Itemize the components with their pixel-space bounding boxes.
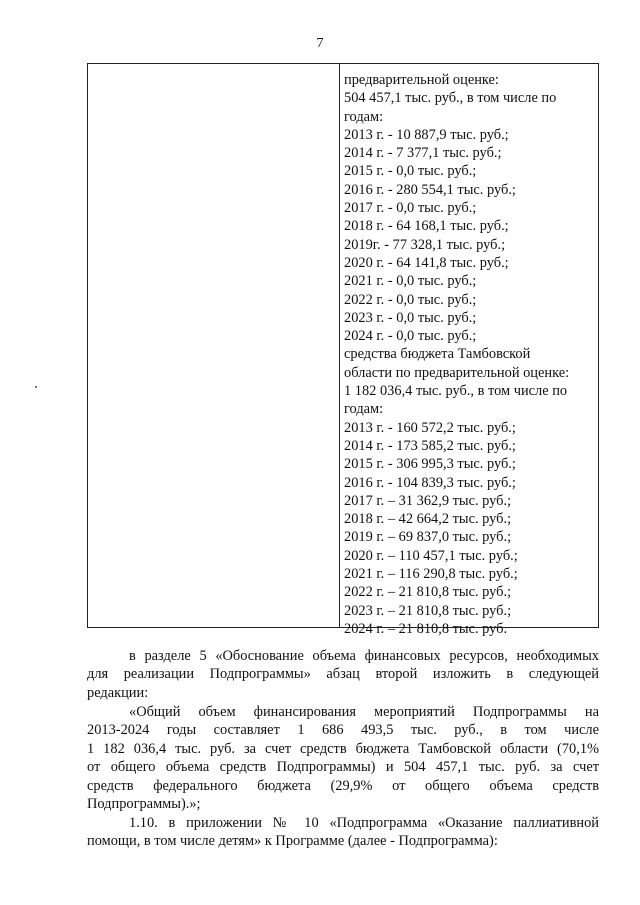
funding-table	[87, 63, 599, 637]
table-line: 504 457,1 тыс. руб., в том числе по	[344, 90, 557, 107]
paragraph-1-10	[87, 814, 599, 851]
table-line: 2017 г. – 31 362,9 тыс. руб.;	[344, 492, 512, 509]
table-line: 2020 г. – 110 457,1 тыс. руб.;	[344, 547, 518, 564]
table-line: 2022 г. - 0,0 тыс. руб.;	[344, 291, 477, 308]
table-line: 2018 г. – 42 664,2 тыс. руб.;	[344, 511, 512, 528]
table-line: предварительной оценке:	[344, 72, 499, 88]
paragraph-section-5	[87, 647, 599, 702]
table-line: 2019 г. – 69 837,0 тыс. руб.;	[344, 529, 512, 546]
table-line: 2024 г. - 0,0 тыс. руб.;	[344, 328, 477, 345]
table-line: области по предварительной оценке:	[344, 364, 570, 381]
table-right-cell	[344, 71, 600, 638]
table-line: 2016 г. - 104 839,3 тыс. руб.;	[344, 474, 516, 491]
paragraph-line: 2013-2024 годы составляет 1 686 493,5 тыс. руб., в том числе	[87, 722, 599, 739]
paragraph-line: редакции:	[87, 684, 149, 701]
page-number: 7	[316, 36, 324, 51]
paragraph-line: помощи, в том числе детям» к Программе (далее - Подпрограмма):	[87, 833, 498, 850]
table-line: 2019г. - 77 328,1 тыс. руб.;	[344, 236, 506, 253]
table-line: 2018 г. - 64 168,1 тыс. руб.;	[344, 218, 509, 235]
table-line: 2021 г. - 0,0 тыс. руб.;	[344, 273, 477, 290]
paragraph-quoted-amendment	[87, 703, 599, 813]
stray-mark	[35, 386, 37, 388]
table-line: 1 182 036,4 тыс. руб., в том числе по	[344, 383, 568, 400]
table-line: 2016 г. - 280 554,1 тыс. руб.;	[344, 181, 516, 198]
paragraph-line: 1 182 036,4 тыс. руб. за счет средств бюджета Тамбовской области (70,1%	[87, 740, 599, 757]
table-line: 2020 г. - 64 141,8 тыс. руб.;	[344, 254, 509, 271]
table-line: 2022 г. – 21 810,8 тыс. руб.;	[344, 584, 512, 601]
paragraph-line: для реализации Подпрограммы» абзац второй изложить в следующей	[87, 666, 599, 683]
paragraph-line: «Общий объем финансирования мероприятий Подпрограммы на	[129, 704, 599, 720]
paragraph-line: в разделе 5 «Обоснование объема финансовых ресурсов, необходимых	[129, 648, 599, 664]
table-line: годам:	[344, 401, 384, 418]
paragraph-line: Подпрограммы).»;	[87, 795, 201, 812]
table-line: средства бюджета Тамбовской	[344, 346, 531, 363]
table-line: 2017 г. - 0,0 тыс. руб.;	[344, 200, 477, 217]
table-line: 2013 г. - 160 572,2 тыс. руб.;	[344, 419, 516, 436]
paragraph-line: средств федерального бюджета (29,9% от общего объема средств	[87, 777, 599, 794]
table-line: 2023 г. – 21 810,8 тыс. руб.;	[344, 602, 512, 619]
paragraph-line: 1.10. в приложении № 10 «Подпрограмма «Оказание паллиативной	[129, 815, 599, 831]
paragraph-line: от общего объема средств Подпрограммы) и 504 457,1 тыс. руб. за счет	[87, 759, 599, 776]
table-line: 2014 г. - 7 377,1 тыс. руб.;	[344, 145, 502, 162]
table-line: 2021 г. – 116 290,8 тыс. руб.;	[344, 566, 518, 583]
table-line: 2015 г. - 306 995,3 тыс. руб.;	[344, 456, 516, 473]
table-line: 2015 г. - 0,0 тыс. руб.;	[344, 163, 477, 180]
table-line: 2024 г. – 21 810,8 тыс. руб.	[344, 620, 508, 637]
table-line: 2014 г. - 173 585,2 тыс. руб.;	[344, 437, 516, 454]
table-line: годам:	[344, 108, 384, 125]
column-divider	[339, 64, 340, 627]
table-line: 2023 г. - 0,0 тыс. руб.;	[344, 309, 477, 326]
table-line: 2013 г. - 10 887,9 тыс. руб.;	[344, 126, 509, 143]
